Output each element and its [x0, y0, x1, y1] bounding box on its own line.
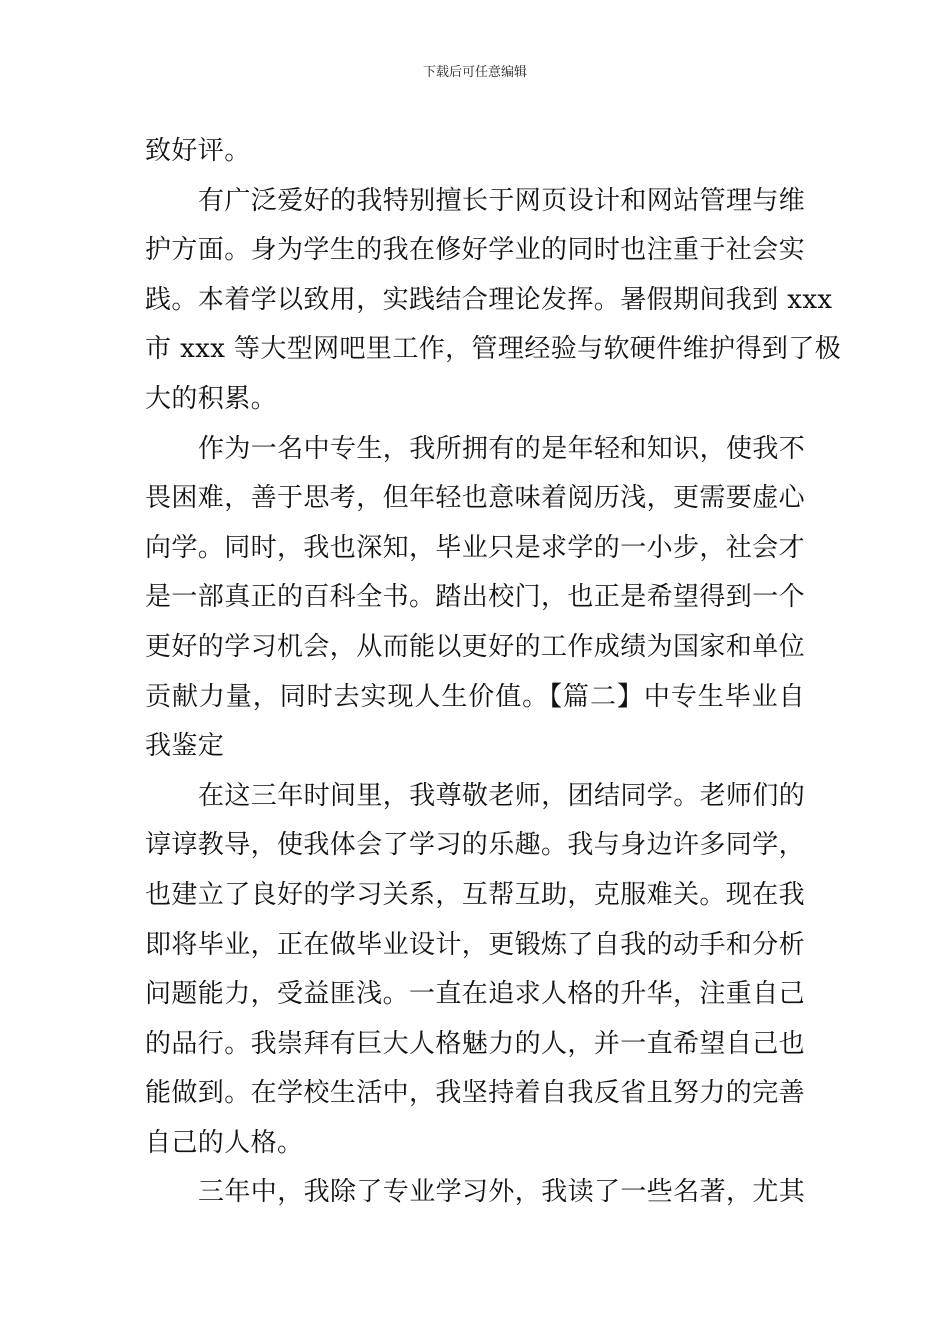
page-header-note: 下载后可任意编辑 [422, 65, 527, 80]
text-line: 践。本着学以致用，实践结合理论发挥。暑假期间我到 xxx [145, 284, 833, 315]
text-line: 向学。同时，我也深知，毕业只是求学的一小步，社会才 [145, 532, 806, 563]
text-line: 谆谆教导，使我体会了学习的乐趣。我与身边许多同学， [145, 830, 806, 861]
text-line: 问题能力，受益匪浅。一直在追求人格的升华，注重自己 [145, 979, 806, 1010]
text-line: 贡献力量，同时去实现人生价值。【篇二】中专生毕业自 [145, 681, 805, 712]
text-line: 也建立了良好的学习关系，互帮互助，克服难关。现在我 [145, 879, 806, 910]
text-line: 自己的人格。 [145, 1127, 304, 1158]
text-line: 三年中，我除了专业学习外，我读了一些名著，尤其 [198, 1177, 806, 1208]
text-line: 作为一名中专生，我所拥有的是年轻和知识，使我不 [198, 433, 806, 464]
text-line: 护方面。身为学生的我在修好学业的同时也注重于社会实 [145, 235, 806, 266]
text-line: 畏困难，善于思考，但年轻也意味着阅历浅，更需要虚心 [145, 483, 806, 514]
document-body [145, 127, 842, 1218]
text-line: 是一部真正的百科全书。踏出校门，也正是希望得到一个 [145, 582, 806, 613]
text-line: 大的积累。 [145, 383, 278, 414]
text-line: 致好评。 [145, 136, 251, 166]
text-line: 即将毕业，正在做毕业设计，更锻炼了自我的动手和分析 [145, 929, 806, 960]
text-line: 市 xxx 等大型网吧里工作，管理经验与软硬件维护得到了极 [145, 334, 842, 365]
text-line: 更好的学习机会，从而能以更好的工作成绩为国家和单位 [145, 631, 806, 662]
text-line: 的品行。我崇拜有巨大人格魅力的人，并一直希望自己也 [145, 1028, 806, 1059]
text-line: 有广泛爱好的我特别擅长于网页设计和网站管理与维 [198, 185, 806, 216]
text-line: 我鉴定 [145, 731, 225, 762]
text-line: 能做到。在学校生活中，我坚持着自我反省且努力的完善 [145, 1078, 806, 1109]
text-line: 在这三年时间里，我尊敬老师，团结同学。老师们的 [198, 780, 806, 811]
